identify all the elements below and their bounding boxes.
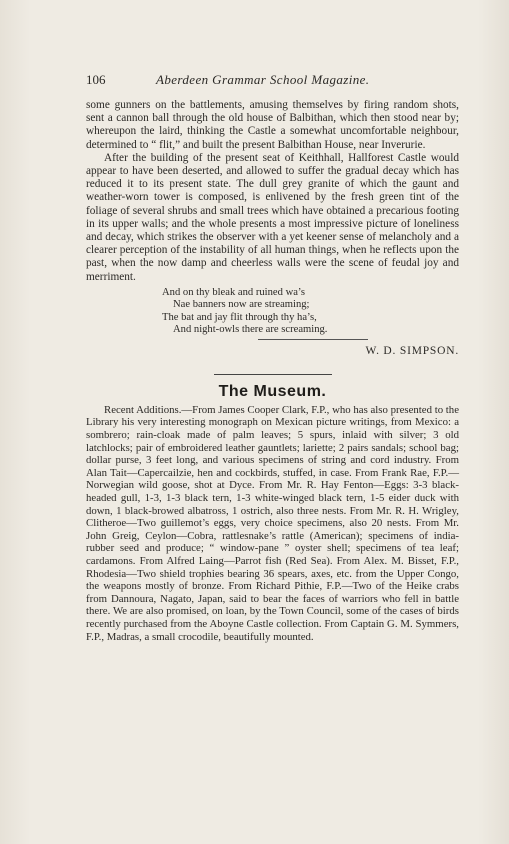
- section-divider: [214, 374, 332, 375]
- poem-line: And on thy bleak and ruined wa’s: [162, 286, 305, 298]
- poem-quotation: [162, 287, 459, 337]
- poem-rule: [258, 339, 368, 340]
- author-signature: W. D. SIMPSON.: [365, 345, 459, 358]
- page-body: [86, 99, 459, 643]
- page-number: 106: [86, 72, 106, 87]
- poem-line: The bat and jay flit through thy ha’s,: [162, 311, 317, 323]
- poem-line: Nae banners now are streaming;: [173, 299, 310, 311]
- running-title: Aberdeen Grammar School Magazine.: [156, 72, 370, 87]
- poem-line: And night-owls there are screaming.: [173, 324, 328, 336]
- article-paragraph-1: some gunners on the battlements, amusing themselves by firing random shots, sent a cannon ball through the old house of Balbithan, which then stood near by; whereupon the laird, thinking the Castle a somewhat uncomfortable neighbour, determined to “ flit,” and built the present Balbithan House, near Inverurie.: [86, 99, 459, 151]
- museum-paragraph: Recent Additions.—From James Cooper Clark, F.P., who has also presented to the Library his very interesting monograph on Mexican picture writings, from Mexico: a sombrero; rain-cloak made of palm leaves; 5 spurs, inlaid with silver; 3 old latchlocks; pair of embroidered leather gauntlets; lariette; 2 pairs sandals; school bag; dollar purse, 3 feet long, and various specimens of string and cord industry. From Alan Tait—Capercailzie, hen and cockbirds, stuffed, in case. From Frank Rae, F.P.—Norwegian wild goose, shot at Dyce. From Mr. R. Hay Fenton—Eggs: 3-3 black-headed gull, 1-3, 1-3 black tern, 1-3 white-winged black tern, 1-5 eider duck with down, 1 black-browed albatross, 1 ostrich, also three nests. From Mr. R. H. Wrigley, Clitheroe—Two guillemot’s eggs, very choice specimens, also 20 nests. From Mr. John Greig, Ceylon—Cobra, rattlesnake’s rattle (American); specimens of india-rubber seed and produce; “ window-pane ” oyster shell; specimens of tea leaf; cardamons. From Alfred Laing—Parrot fish (Red Sea). From Alex. M. Bisset, F.P., Rhodesia—Two shield trophies bearing 36 spears, axes, etc. from the Upper Congo, the weapons mostly of bronze. From Richard Pithie, F.P.—Two of the Heike crabs from Dannoura, Nagato, Japan, said to bear the faces of warriors who fell in battle there. We are also promised, on loan, by the Town Council, some of the cases of birds recently purchased from the Aboyne Castle collection. From Captain G. M. Symmers, F.P., Madras, a small crocodile, beautifully mounted.: [86, 403, 459, 643]
- museum-heading: The Museum.: [218, 382, 327, 400]
- article-paragraph-2: After the building of the present seat of Keithhall, Hallforest Castle would appear to have been deserted, and allowed to suffer the gradual decay which has reduced it to its present state. The dull grey granite of which the gaunt and weather-worn tower is composed, is enlivened by the fresh green tint of the foliage of several shrubs and small trees which have obtained a precarious footing in its upper walls; and the whole presents a most impressive picture of loneliness and decay, which strikes the observer with a yet keener sense of melancholy and a clearer perception of the instability of all human things, when he reflects upon the past, when the now damp and cheerless walls were the scene of feudal joy and merriment.: [86, 151, 459, 283]
- running-header: [86, 72, 461, 88]
